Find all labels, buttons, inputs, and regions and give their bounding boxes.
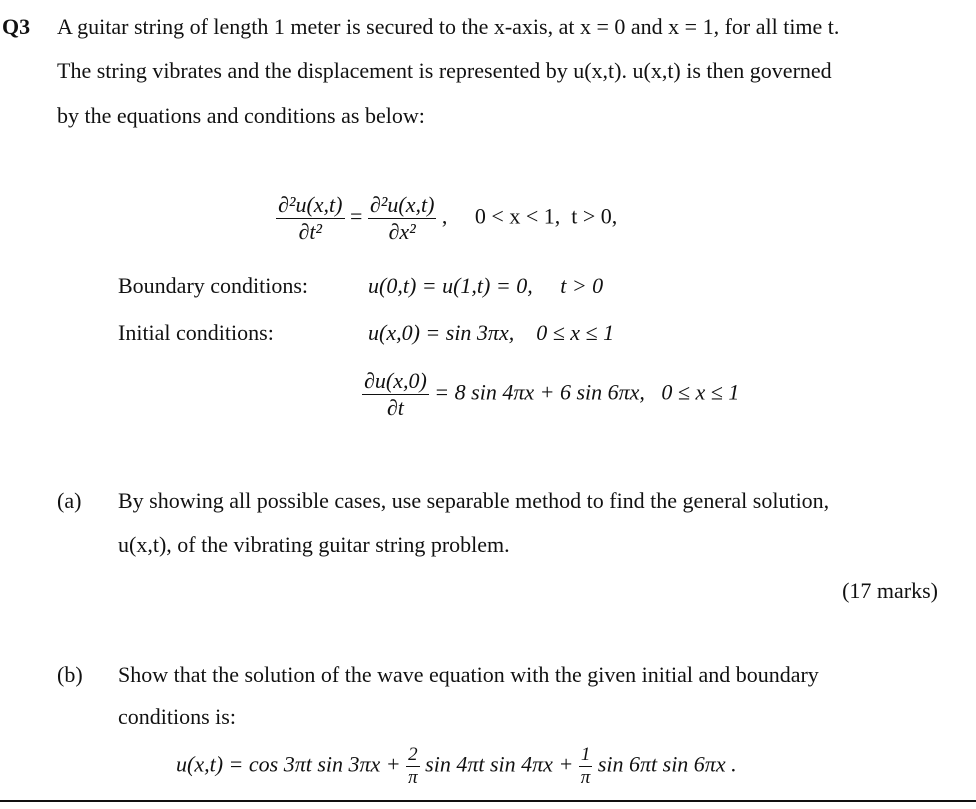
initial-eq2-numerator: ∂u(x,0) (364, 368, 427, 393)
pde-equals: = (350, 203, 363, 229)
part-a-marks: (17 marks) (842, 578, 938, 603)
part-a-label: (a) (57, 488, 82, 513)
bottom-rule (0, 800, 976, 802)
initial-equation-1: u(x,0) = sin 3πx, 0 ≤ x ≤ 1 (368, 320, 615, 345)
solution-term-2: sin 4πt sin 4πx + (425, 751, 574, 777)
initial-eq2-fraction (362, 368, 429, 421)
pde-lhs-numerator: ∂²u(x,t) (278, 192, 343, 217)
solution-fraction-2-numerator: 1 (580, 744, 591, 765)
solution-fraction-1 (406, 744, 420, 789)
pde-rhs-numerator: ∂²u(x,t) (369, 192, 435, 217)
pde-lhs-denominator: ∂t² (276, 218, 345, 245)
solution-term-3: sin 6πt sin 6πx . (597, 751, 737, 777)
initial-eq2-rhs: = 8 sin 4πx + 6 sin 6πx, 0 ≤ x ≤ 1 (434, 379, 740, 405)
solution-fraction-1-numerator: 2 (408, 744, 418, 765)
solution-equation (176, 744, 737, 789)
boundary-label: Boundary conditions: (118, 273, 309, 298)
pde-domain: , 0 < x < 1, t > 0, (441, 203, 618, 229)
initial-equation-2 (362, 368, 739, 421)
solution-term-1: u(x,t) = cos 3πt sin 3πx + (176, 751, 401, 777)
boundary-equation: u(0,t) = u(1,t) = 0, t > 0 (368, 273, 604, 298)
pde-rhs-denominator: ∂x² (368, 218, 437, 245)
part-a-line-1: By showing all possible cases, use separable method to find the general solution, (118, 488, 830, 513)
initial-label: Initial conditions: (118, 320, 274, 345)
intro-line-2: The string vibrates and the displacement is represented by u(x,t). u(x,t) is then governed (57, 58, 832, 83)
solution-fraction-2-denominator: π (580, 767, 591, 788)
part-b-label: (b) (57, 662, 83, 687)
pde-rhs-fraction (368, 192, 437, 245)
part-b-line-1: Show that the solution of the wave equation with the given initial and boundary (118, 662, 819, 687)
intro-line-1: A guitar string of length 1 meter is secured to the x-axis, at x = 0 and x = 1, for all time t. (57, 14, 840, 39)
pde-lhs-fraction (276, 192, 345, 245)
part-a-line-2: u(x,t), of the vibrating guitar string problem. (118, 532, 510, 557)
wave-equation (276, 192, 617, 245)
solution-fraction-1-denominator: π (408, 767, 418, 788)
initial-eq2-denominator: ∂t (362, 394, 429, 421)
question-number: Q3 (2, 14, 31, 39)
part-b-line-2: conditions is: (118, 704, 236, 729)
solution-fraction-2 (579, 744, 593, 789)
intro-line-3: by the equations and conditions as below: (57, 103, 425, 128)
